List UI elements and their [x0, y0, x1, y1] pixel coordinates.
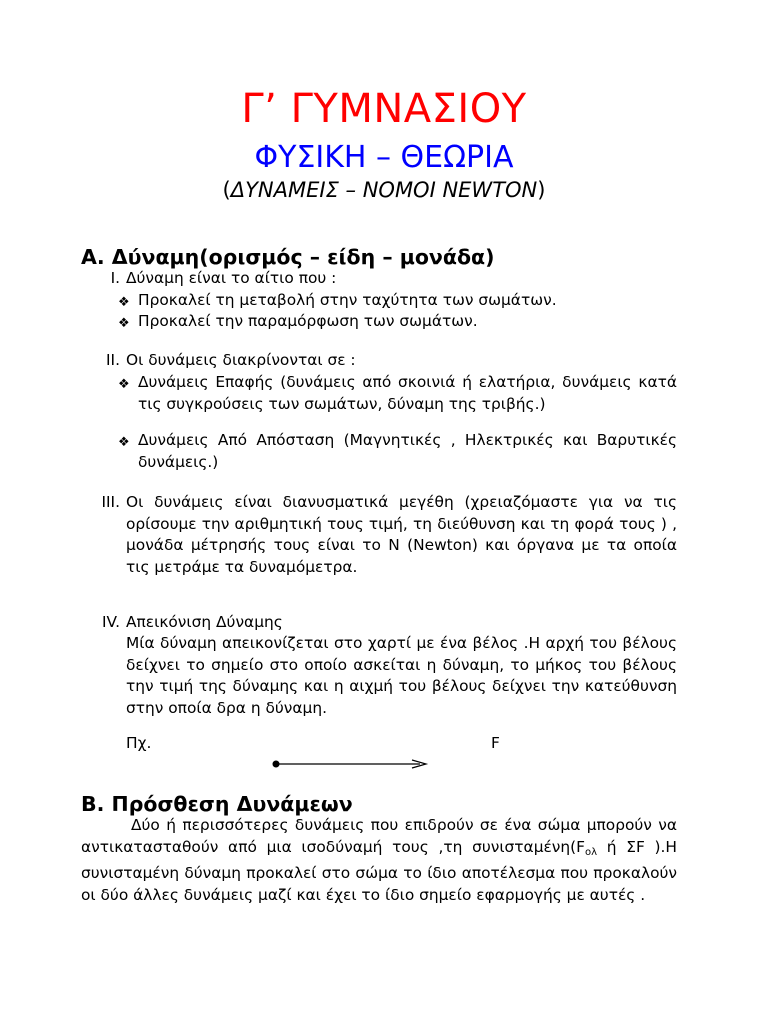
item-number: IV. [102, 613, 120, 631]
diamond-bullet-icon: ❖ [118, 377, 130, 392]
force-label: F [491, 734, 500, 752]
page-subtitle: ΦΥΣΙΚΗ – ΘΕΩΡΙΑ [254, 140, 514, 175]
page-title: Γ’ ΓΥΜΝΑΣΙΟΥ [241, 86, 527, 132]
topic-line: (ΔΥΝΑΜΕΙΣ – ΝΟΜΟΙ NEWTON) [222, 178, 546, 202]
diamond-bullet-icon: ❖ [118, 435, 130, 450]
item-text: Οι δυνάμεις διακρίνονται σε : [126, 351, 356, 369]
item-number: III. [101, 493, 120, 511]
diamond-bullet-icon: ❖ [118, 316, 130, 331]
section-b-heading: Β. Πρόσθεση Δυνάμεων [81, 792, 353, 816]
bullet-text: Προκαλεί τη μεταβολή στην ταχύτητα των σωμάτων. [138, 291, 557, 309]
item-number: II. [106, 351, 120, 369]
section-b-paragraph: Δύο ή περισσότερες δυνάμεις που επιδρούν σε ένα σώμα μπορούν να αντικατασταθούν από μια ισοδύναμή τους ,τη $\sigma\upsilon\nu\iota\sigma\tau\alpha\mu έ\nu\eta(F_{o\lambda}$ ή ΣF ).Η συνισταμένη δύναμη προκαλεί στο σώμα το ίδιο αποτέλεσμα που προκαλούν οι δύο άλλες δυνάμεις μαζί και έχει το ίδιο σημείο εφαρμογής με αυτές . [81, 816, 677, 904]
item-text: Οι δυνάμεις είναι διανυσματικά μεγέθη (χρειαζόμαστε για να τις ορίσουμε την αριθμητική τους τιμή, τη διεύθυνση και τη φορά τους ) , μονάδα μέτρησής τους είναι το Ν (Newton) και όργανα με τα οποία τις μετράμε τα δυναμόμετρα. [126, 493, 677, 576]
topic: ΔΥΝΑΜΕΙΣ – ΝΟΜΟΙ NEWTON [230, 178, 538, 202]
item-text: Απεικόνιση Δύναμης [126, 613, 283, 631]
example-label: Πχ. [126, 734, 152, 752]
item-body: Μία δύναμη απεικονίζεται στο χαρτί με ένα βέλος .Η αρχή του βέλους δείχνει το σημείο στο οποίο ασκείται η δύναμη, το μήκος του βέλους την τιμή της δύναμης και η αιχμή του βέλους δείχνει την κατεύθυνση στην οποία δρα η δύναμη. [126, 634, 677, 717]
item-number: I. [110, 269, 120, 287]
item-text: Δύναμη είναι το αίτιο που : [126, 269, 337, 287]
section-a-heading: Α. Δύναμη(ορισμός – είδη – μονάδα) [81, 245, 495, 269]
force-arrow-icon [270, 756, 435, 772]
diamond-bullet-icon: ❖ [118, 295, 130, 310]
bullet-text: Προκαλεί την παραμόρφωση των σωμάτων. [138, 312, 478, 330]
bullet-text: Δυνάμεις Από Απόσταση (Μαγνητικές , Ηλεκτρικές και Βαρυτικές δυνάμεις.) [138, 431, 677, 471]
bullet-text: Δυνάμεις Επαφής (δυνάμεις από σκοινιά ή ελατήρια, δυνάμεις κατά τις συγκρούσεις των σωμάτων, δύναμη της τριβής.) [138, 373, 677, 413]
